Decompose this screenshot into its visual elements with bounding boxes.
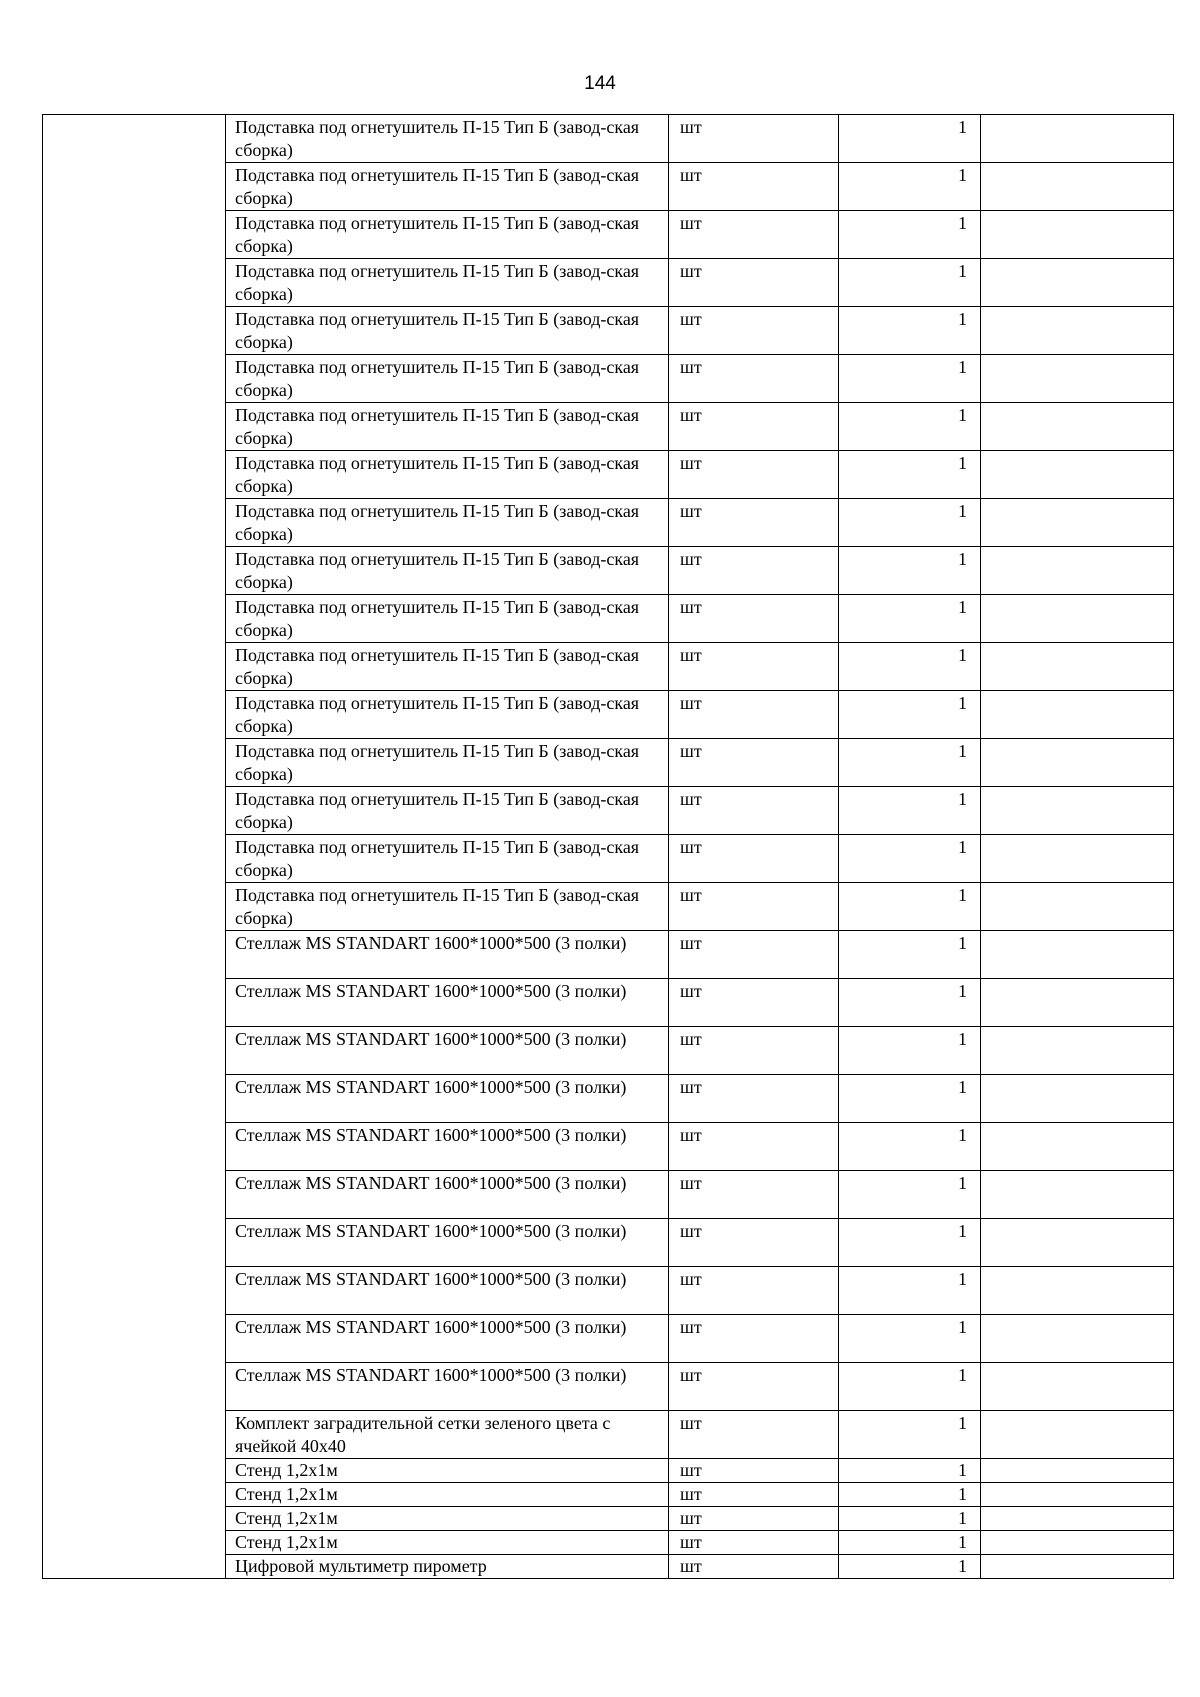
quantity-cell: 1 bbox=[839, 1219, 981, 1267]
empty-cell bbox=[981, 1459, 1174, 1483]
quantity-cell: 1 bbox=[839, 883, 981, 931]
item-name-cell: Стеллаж MS STANDART 1600*1000*500 (3 полки) bbox=[226, 1363, 669, 1411]
item-name-cell: Стеллаж MS STANDART 1600*1000*500 (3 полки) bbox=[226, 1267, 669, 1315]
empty-cell bbox=[981, 115, 1174, 163]
empty-cell bbox=[981, 835, 1174, 883]
quantity-cell: 1 bbox=[839, 787, 981, 835]
quantity-cell: 1 bbox=[839, 1411, 981, 1459]
unit-cell: шт bbox=[669, 1027, 839, 1075]
quantity-cell: 1 bbox=[839, 355, 981, 403]
unit-cell: шт bbox=[669, 355, 839, 403]
empty-cell bbox=[981, 1123, 1174, 1171]
quantity-cell: 1 bbox=[839, 931, 981, 979]
empty-cell bbox=[981, 1267, 1174, 1315]
item-name-cell: Подставка под огнетушитель П-15 Тип Б (завод-ская сборка) bbox=[226, 115, 669, 163]
empty-cell bbox=[981, 1027, 1174, 1075]
unit-cell: шт bbox=[669, 547, 839, 595]
unit-cell: шт bbox=[669, 1531, 839, 1555]
item-name-cell: Подставка под огнетушитель П-15 Тип Б (завод-ская сборка) bbox=[226, 739, 669, 787]
item-name-cell: Стеллаж MS STANDART 1600*1000*500 (3 полки) bbox=[226, 1075, 669, 1123]
item-name-cell: Цифровой мультиметр пирометр bbox=[226, 1555, 669, 1579]
unit-cell: шт bbox=[669, 163, 839, 211]
item-name-cell: Стеллаж MS STANDART 1600*1000*500 (3 полки) bbox=[226, 1123, 669, 1171]
unit-cell: шт bbox=[669, 1507, 839, 1531]
unit-cell: шт bbox=[669, 739, 839, 787]
item-name-cell: Стенд 1,2х1м bbox=[226, 1531, 669, 1555]
empty-cell bbox=[981, 451, 1174, 499]
unit-cell: шт bbox=[669, 1075, 839, 1123]
empty-cell bbox=[981, 1531, 1174, 1555]
empty-cell bbox=[981, 547, 1174, 595]
empty-cell bbox=[981, 163, 1174, 211]
item-name-cell: Подставка под огнетушитель П-15 Тип Б (завод-ская сборка) bbox=[226, 163, 669, 211]
quantity-cell: 1 bbox=[839, 739, 981, 787]
item-name-cell: Подставка под огнетушитель П-15 Тип Б (завод-ская сборка) bbox=[226, 883, 669, 931]
item-name-cell: Комплект заградительной сетки зеленого цвета с ячейкой 40х40 bbox=[226, 1411, 669, 1459]
quantity-cell: 1 bbox=[839, 499, 981, 547]
quantity-cell: 1 bbox=[839, 1315, 981, 1363]
item-name-cell: Стеллаж MS STANDART 1600*1000*500 (3 полки) bbox=[226, 931, 669, 979]
quantity-cell: 1 bbox=[839, 451, 981, 499]
item-name-cell: Стеллаж MS STANDART 1600*1000*500 (3 полки) bbox=[226, 1219, 669, 1267]
empty-cell bbox=[981, 355, 1174, 403]
empty-cell bbox=[981, 211, 1174, 259]
item-name-cell: Стенд 1,2х1м bbox=[226, 1507, 669, 1531]
item-name-cell: Стеллаж MS STANDART 1600*1000*500 (3 полки) bbox=[226, 979, 669, 1027]
unit-cell: шт bbox=[669, 1123, 839, 1171]
quantity-cell: 1 bbox=[839, 1507, 981, 1531]
empty-cell bbox=[981, 883, 1174, 931]
empty-cell bbox=[981, 1411, 1174, 1459]
quantity-cell: 1 bbox=[839, 1027, 981, 1075]
item-name-cell: Стенд 1,2х1м bbox=[226, 1483, 669, 1507]
item-name-cell: Подставка под огнетушитель П-15 Тип Б (завод-ская сборка) bbox=[226, 211, 669, 259]
item-name-cell: Подставка под огнетушитель П-15 Тип Б (завод-ская сборка) bbox=[226, 451, 669, 499]
empty-cell bbox=[981, 1171, 1174, 1219]
quantity-cell: 1 bbox=[839, 1363, 981, 1411]
unit-cell: шт bbox=[669, 1459, 839, 1483]
unit-cell: шт bbox=[669, 1483, 839, 1507]
empty-cell bbox=[981, 931, 1174, 979]
quantity-cell: 1 bbox=[839, 1171, 981, 1219]
empty-cell bbox=[981, 1219, 1174, 1267]
quantity-cell: 1 bbox=[839, 1123, 981, 1171]
unit-cell: шт bbox=[669, 211, 839, 259]
empty-cell bbox=[981, 403, 1174, 451]
item-name-cell: Подставка под огнетушитель П-15 Тип Б (завод-ская сборка) bbox=[226, 355, 669, 403]
unit-cell: шт bbox=[669, 1219, 839, 1267]
unit-cell: шт bbox=[669, 931, 839, 979]
quantity-cell: 1 bbox=[839, 1531, 981, 1555]
item-name-cell: Подставка под огнетушитель П-15 Тип Б (завод-ская сборка) bbox=[226, 691, 669, 739]
inventory-table bbox=[42, 114, 1174, 1579]
empty-cell bbox=[981, 979, 1174, 1027]
item-name-cell: Подставка под огнетушитель П-15 Тип Б (завод-ская сборка) bbox=[226, 643, 669, 691]
unit-cell: шт bbox=[669, 787, 839, 835]
empty-cell bbox=[981, 1363, 1174, 1411]
quantity-cell: 1 bbox=[839, 1267, 981, 1315]
quantity-cell: 1 bbox=[839, 1483, 981, 1507]
quantity-cell: 1 bbox=[839, 1459, 981, 1483]
unit-cell: шт bbox=[669, 1363, 839, 1411]
empty-cell bbox=[981, 499, 1174, 547]
unit-cell: шт bbox=[669, 499, 839, 547]
unit-cell: шт bbox=[669, 259, 839, 307]
unit-cell: шт bbox=[669, 403, 839, 451]
quantity-cell: 1 bbox=[839, 211, 981, 259]
item-name-cell: Подставка под огнетушитель П-15 Тип Б (завод-ская сборка) bbox=[226, 499, 669, 547]
empty-cell bbox=[981, 739, 1174, 787]
unit-cell: шт bbox=[669, 115, 839, 163]
empty-cell bbox=[981, 1315, 1174, 1363]
quantity-cell: 1 bbox=[839, 835, 981, 883]
quantity-cell: 1 bbox=[839, 643, 981, 691]
item-name-cell: Подставка под огнетушитель П-15 Тип Б (завод-ская сборка) bbox=[226, 403, 669, 451]
empty-cell bbox=[981, 595, 1174, 643]
page-number: 144 bbox=[584, 73, 616, 94]
unit-cell: шт bbox=[669, 835, 839, 883]
empty-cell bbox=[981, 787, 1174, 835]
unit-cell: шт bbox=[669, 307, 839, 355]
empty-cell bbox=[981, 1555, 1174, 1579]
unit-cell: шт bbox=[669, 451, 839, 499]
item-name-cell: Стеллаж MS STANDART 1600*1000*500 (3 полки) bbox=[226, 1027, 669, 1075]
empty-cell bbox=[981, 307, 1174, 355]
empty-cell bbox=[981, 643, 1174, 691]
item-name-cell: Подставка под огнетушитель П-15 Тип Б (завод-ская сборка) bbox=[226, 259, 669, 307]
item-name-cell: Стенд 1,2х1м bbox=[226, 1459, 669, 1483]
quantity-cell: 1 bbox=[839, 691, 981, 739]
inventory-table-body bbox=[43, 115, 1174, 1579]
quantity-cell: 1 bbox=[839, 403, 981, 451]
quantity-cell: 1 bbox=[839, 547, 981, 595]
unit-cell: шт bbox=[669, 979, 839, 1027]
table-row bbox=[43, 115, 1174, 163]
quantity-cell: 1 bbox=[839, 595, 981, 643]
item-name-cell: Подставка под огнетушитель П-15 Тип Б (завод-ская сборка) bbox=[226, 787, 669, 835]
empty-cell bbox=[981, 1075, 1174, 1123]
quantity-cell: 1 bbox=[839, 979, 981, 1027]
item-name-cell: Подставка под огнетушитель П-15 Тип Б (завод-ская сборка) bbox=[226, 835, 669, 883]
unit-cell: шт bbox=[669, 1315, 839, 1363]
unit-cell: шт bbox=[669, 1267, 839, 1315]
quantity-cell: 1 bbox=[839, 259, 981, 307]
item-name-cell: Подставка под огнетушитель П-15 Тип Б (завод-ская сборка) bbox=[226, 595, 669, 643]
empty-cell bbox=[981, 259, 1174, 307]
quantity-cell: 1 bbox=[839, 307, 981, 355]
empty-cell bbox=[981, 1483, 1174, 1507]
empty-cell bbox=[981, 691, 1174, 739]
item-name-cell: Подставка под огнетушитель П-15 Тип Б (завод-ская сборка) bbox=[226, 547, 669, 595]
unit-cell: шт bbox=[669, 691, 839, 739]
unit-cell: шт bbox=[669, 1555, 839, 1579]
quantity-cell: 1 bbox=[839, 1555, 981, 1579]
unit-cell: шт bbox=[669, 883, 839, 931]
quantity-cell: 1 bbox=[839, 1075, 981, 1123]
quantity-cell: 1 bbox=[839, 115, 981, 163]
unit-cell: шт bbox=[669, 595, 839, 643]
quantity-cell: 1 bbox=[839, 163, 981, 211]
item-name-cell: Стеллаж MS STANDART 1600*1000*500 (3 полки) bbox=[226, 1315, 669, 1363]
item-name-cell: Стеллаж MS STANDART 1600*1000*500 (3 полки) bbox=[226, 1171, 669, 1219]
empty-cell bbox=[981, 1507, 1174, 1531]
item-name-cell: Подставка под огнетушитель П-15 Тип Б (завод-ская сборка) bbox=[226, 307, 669, 355]
unit-cell: шт bbox=[669, 643, 839, 691]
unit-cell: шт bbox=[669, 1411, 839, 1459]
unit-cell: шт bbox=[669, 1171, 839, 1219]
merged-blank-cell bbox=[43, 115, 226, 1579]
